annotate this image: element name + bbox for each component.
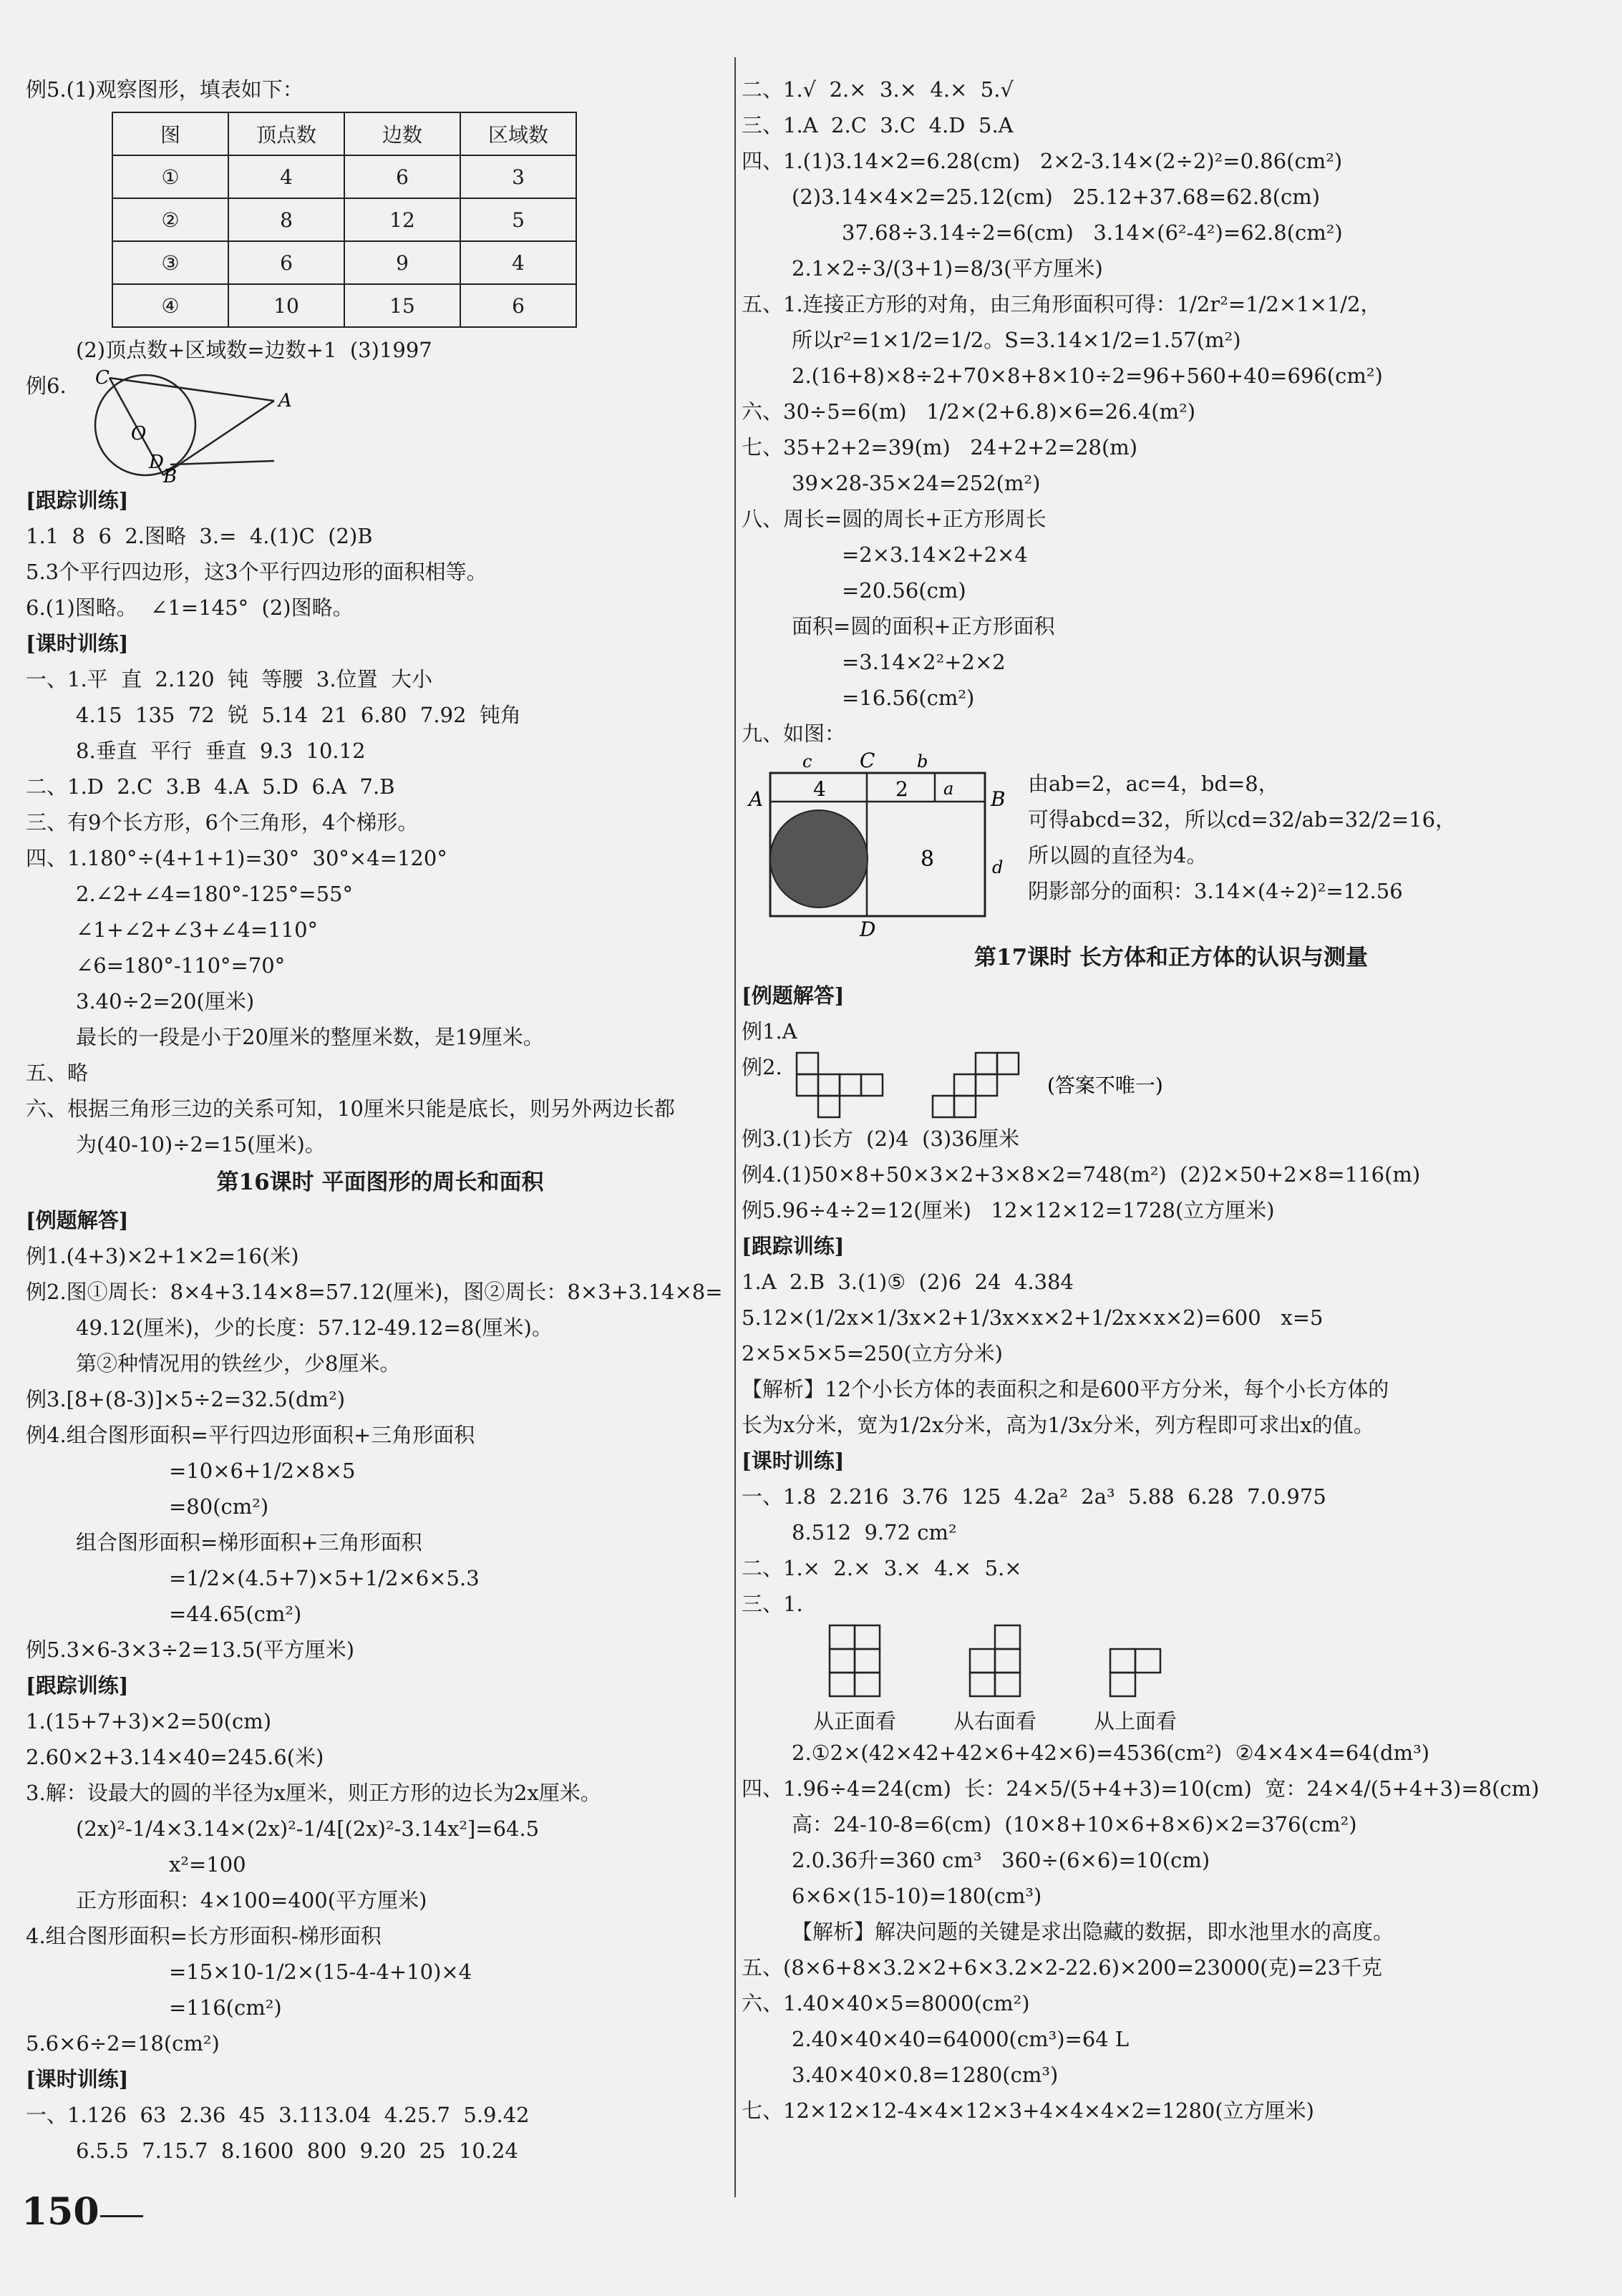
- answer-line: 1.A 2.B 3.(1)⑤ (2)6 24 4.384: [742, 1270, 1074, 1294]
- answer-line: 3.40÷2=20(厘米): [76, 989, 255, 1013]
- line-ca: [110, 378, 274, 401]
- label-8: 8: [921, 847, 935, 872]
- point-o: O: [130, 423, 146, 444]
- answer-line: =20.56(cm): [842, 578, 966, 603]
- answer-line: 长为x分米，宽为1/2x分米，高为1/3x分米，列方程即可求出x的值。: [742, 1413, 1374, 1437]
- fig9-explanation: [1014, 751, 1456, 909]
- answer-line: 第②种情况用的铁丝少，少8厘米。: [76, 1351, 401, 1376]
- side-view-icon: [963, 1622, 1027, 1701]
- answer-line: 所以r²=1×1/2=1/2。S=3.14×1/2=1.57(m²): [792, 328, 1241, 352]
- front-view: [813, 1622, 896, 1735]
- answer-line: =10×6+1/2×8×5: [169, 1459, 356, 1483]
- table-cell: 8: [228, 198, 344, 241]
- label-2: 2: [895, 777, 908, 801]
- answer-line: 三、有9个长方形，6个三角形，4个梯形。: [26, 810, 419, 835]
- table-cell: 10: [228, 284, 344, 327]
- answer-line: 七、35+2+2=39(m) 24+2+2=28(m): [742, 435, 1138, 459]
- section-heading: [课时训练]: [26, 631, 129, 656]
- answer-line: 一、1.126 63 2.36 45 3.113.04 4.25.7 5.9.42: [26, 2103, 530, 2127]
- front-view-icon: [822, 1622, 887, 1701]
- label-a: A: [749, 787, 764, 811]
- table-header-row: [112, 112, 576, 155]
- answer-line: 例5.3×6-3×3÷2=13.5(平方厘米): [26, 1638, 355, 1662]
- answer-line: 2.40×40×40=64000(cm³)=64 L: [792, 2027, 1130, 2051]
- answer-line: =1/2×(4.5+7)×5+1/2×6×5.3: [169, 1566, 480, 1590]
- answer-line: 二、1.D 2.C 3.B 4.A 5.D 6.A 7.B: [26, 774, 395, 799]
- side-view: [953, 1622, 1036, 1735]
- answer-line: 六、根据三角形三边的关系可知，10厘米只能是底长，则另外两边长都: [26, 1096, 675, 1121]
- answer-line: 五、(8×6+8×3.2×2+6×3.2×2-22.6)×200=23000(克)=23千克: [742, 1955, 1383, 1980]
- answer-line: 九、如图：: [742, 721, 846, 746]
- table-row: [112, 155, 576, 198]
- top-view-icon: [1103, 1622, 1167, 1701]
- answer-line: 4.组合图形面积=长方形面积-梯形面积: [26, 1924, 382, 1948]
- ex2-note: (答案不唯一): [1046, 1074, 1163, 1097]
- answer-line: 四、1.180°÷(4+1+1)=30° 30°×4=120°: [26, 846, 447, 870]
- answer-line: 四、1.(1)3.14×2=6.28(cm) 2×2-3.14×(2÷2)²=0.86(cm²): [742, 149, 1343, 173]
- answer-line: 六、30÷5=6(m) 1/2×(2+6.8)×6=26.4(m²): [742, 399, 1196, 424]
- section-heading: [课时训练]: [742, 1449, 845, 1473]
- section-title: 第16课时 平面图形的周长和面积: [216, 1169, 544, 1195]
- section-title: 第17课时 长方体和正方体的认识与测量: [974, 945, 1368, 971]
- answer-line: =80(cm²): [169, 1494, 269, 1519]
- column-divider: [734, 57, 736, 2197]
- answer-line: 八、周长=圆的周长+正方形周长: [742, 507, 1046, 531]
- fig9-text: 由ab=2，ac=4，bd=8，: [1028, 772, 1279, 796]
- answer-line: =44.65(cm²): [169, 1602, 302, 1626]
- section-heading: [跟踪训练]: [742, 1234, 845, 1258]
- point-b: B: [162, 466, 177, 482]
- answer-line: 【解析】解决问题的关键是求出隐藏的数据，即水池里水的高度。: [792, 1920, 1394, 1944]
- fig9-text: 所以圆的直径为4。: [1028, 843, 1208, 867]
- table-cell: ②: [112, 198, 228, 241]
- answer-line: 例1.(4+3)×2+1×2=16(米): [26, 1244, 299, 1268]
- section-heading: [跟踪训练]: [26, 488, 129, 512]
- net-one: [797, 1053, 883, 1117]
- section-heading: [例题解答]: [742, 983, 845, 1008]
- answer-line: 组合图形面积=梯形面积+三角形面积: [76, 1530, 422, 1555]
- point-a: A: [278, 390, 292, 412]
- table-cell: 15: [344, 284, 460, 327]
- answer-line: 1.(15+7+3)×2=50(cm): [26, 1709, 272, 1733]
- answer-line: 3.解：设最大的圆的半径为x厘米，则正方形的边长为2x厘米。: [26, 1781, 601, 1805]
- answer-line: 最长的一段是小于20厘米的整厘米数，是19厘米。: [76, 1025, 544, 1049]
- table-row: [112, 284, 576, 327]
- fig9-row: [742, 751, 1601, 938]
- section-heading: [例题解答]: [26, 1208, 129, 1232]
- answer-line: 8.512 9.72 cm²: [792, 1520, 957, 1545]
- table-cell: 5: [460, 198, 576, 241]
- answer-line: 6.5.5 7.15.7 8.1600 800 9.20 25 10.24: [76, 2139, 518, 2163]
- cube-nets-figure: [782, 1049, 1183, 1121]
- answer-line: 正方形面积：4×100=400(平方厘米): [76, 1888, 427, 1912]
- table-cell: 4: [460, 241, 576, 284]
- answer-line: =16.56(cm²): [842, 686, 975, 710]
- fig9-text: 可得abcd=32，所以cd=32/ab=32/2=16，: [1028, 807, 1457, 832]
- answer-line: 面积=圆的面积+正方形面积: [792, 614, 1055, 638]
- answer-line: ∠6=180°-110°=70°: [76, 953, 286, 978]
- ex6-label: 例6.: [26, 374, 67, 398]
- right-answer-lines-a: [742, 72, 1601, 751]
- fig9-figure: [742, 751, 1014, 938]
- answer-line: 二、1.√ 2.× 3.× 4.× 5.√: [742, 77, 1014, 102]
- label-d: D: [860, 918, 876, 938]
- net-two: [933, 1053, 1019, 1117]
- table-cell: 12: [344, 198, 460, 241]
- answer-line: 高：24-10-8=6(cm) (10×8+10×6+8×6)×2=376(cm²): [792, 1812, 1357, 1837]
- answer-line: =2×3.14×2+2×4: [842, 543, 1028, 567]
- ex6-row: [26, 368, 734, 482]
- view-label: 从正面看: [813, 1709, 897, 1733]
- right-answer-lines-b: [742, 938, 1601, 1049]
- answer-line: 4.15 135 72 锐 5.14 21 6.80 7.92 钝角: [76, 703, 521, 727]
- table-header: 边数: [344, 112, 460, 155]
- right-answer-lines-d: [742, 1735, 1601, 2129]
- answer-line: 5.3个平行四边形，这3个平行四边形的面积相等。: [26, 560, 487, 584]
- answer-line: 49.12(厘米)，少的长度：57.12-49.12=8(厘米)。: [76, 1315, 553, 1340]
- page-number: 150: [21, 2190, 99, 2234]
- answer-line: 二、1.× 2.× 3.× 4.× 5.×: [742, 1556, 1022, 1580]
- line-db: [170, 461, 274, 464]
- answer-line: 5.6×6÷2=18(cm²): [26, 2031, 220, 2056]
- answer-line: 39×28-35×24=252(m²): [792, 471, 1041, 495]
- label-c: C: [860, 751, 875, 772]
- answer-line: 三、1.: [742, 1592, 803, 1616]
- label-a-small: a: [943, 779, 954, 799]
- answer-line: 6.(1)图略。 ∠1=145° (2)图略。: [26, 595, 354, 620]
- point-d: D: [148, 452, 164, 473]
- label-4: 4: [813, 777, 826, 801]
- answer-line: 例4.(1)50×8+50×3×2+3×8×2=748(m²) (2)2×50+2×8=116(m): [742, 1162, 1421, 1187]
- right-answer-lines-c: [742, 1121, 1601, 1622]
- answer-line: 七、12×12×12-4×4×12×3+4×4×4×2=1280(立方厘米): [742, 2098, 1314, 2123]
- top-view: [1094, 1622, 1177, 1735]
- answer-line: 三、1.A 2.C 3.C 4.D 5.A: [742, 113, 1014, 137]
- answer-line: =116(cm²): [169, 1995, 282, 2020]
- answer-line: 【解析】12个小长方体的表面积之和是600平方分米，每个小长方体的: [742, 1377, 1389, 1401]
- answer-line: 6×6×(15-10)=180(cm³): [792, 1884, 1042, 1908]
- ex5-title: 例5.(1)观察图形，填表如下：: [26, 77, 303, 102]
- answer-line: 一、1.平 直 2.120 钝 等腰 3.位置 大小: [26, 667, 432, 691]
- answer-line: 37.68÷3.14÷2=6(cm) 3.14×(6²-4²)=62.8(cm²): [842, 220, 1343, 245]
- view-label: 从上面看: [1094, 1709, 1177, 1733]
- answer-line: 例5.96÷4÷2=12(厘米) 12×12×12=1728(立方厘米): [742, 1198, 1275, 1222]
- table-cell: 3: [460, 155, 576, 198]
- table-header: 图: [112, 112, 228, 155]
- vertex-table: [112, 112, 577, 328]
- answer-line: (2x)²-1/4×3.14×(2x)²-1/4[(2x)²-3.14x²]=64.5: [76, 1816, 540, 1841]
- three-views: [742, 1622, 1601, 1735]
- answer-line: 2.0.36升=360 cm³ 360÷(6×6)=10(cm): [792, 1848, 1210, 1872]
- label-d-small: d: [992, 857, 1004, 877]
- table-cell: 9: [344, 241, 460, 284]
- answer-line: 例1.A: [742, 1019, 797, 1044]
- ex6-figure: [67, 368, 310, 482]
- answer-line: 1.1 8 6 2.图略 3.= 4.(1)C (2)B: [26, 524, 373, 548]
- table-row: [112, 198, 576, 241]
- page-number-rule: [100, 2215, 143, 2217]
- answer-line: 8.垂直 平行 垂直 9.3 10.12: [76, 739, 366, 763]
- answer-line: (2)3.14×4×2=25.12(cm) 25.12+37.68=62.8(cm): [792, 185, 1321, 209]
- left-answer-lines: [26, 482, 734, 2169]
- answer-line: 3.40×40×0.8=1280(cm³): [792, 2063, 1059, 2087]
- table-cell: ①: [112, 155, 228, 198]
- answer-line: 六、1.40×40×5=8000(cm²): [742, 1991, 1030, 2015]
- answer-line: 2.①2×(42×42+42×6+42×6)=4536(cm²) ②4×4×4=64(dm³): [792, 1741, 1430, 1765]
- table-cell: 6: [460, 284, 576, 327]
- table-row: [112, 241, 576, 284]
- answer-line: 2.1×2÷3/(3+1)=8/3(平方厘米): [792, 256, 1103, 281]
- table-cell: ④: [112, 284, 228, 327]
- label-b-small: b: [917, 751, 928, 772]
- table-header: 区域数: [460, 112, 576, 155]
- fig9-text: 阴影部分的面积：3.14×(4÷2)²=12.56: [1028, 879, 1403, 903]
- table-cell: 6: [344, 155, 460, 198]
- answer-line: 五、略: [26, 1061, 89, 1085]
- answer-line: 一、1.8 2.216 3.76 125 4.2a² 2a³ 5.88 6.28 7.0.975: [742, 1484, 1326, 1509]
- shaded-circle: [770, 810, 868, 908]
- answer-line: 例2.图①周长：8×4+3.14×8=57.12(厘米)，图②周长：8×3+3.14×8=: [26, 1280, 723, 1304]
- answer-line: =3.14×2²+2×2: [842, 650, 1006, 674]
- table-cell: 6: [228, 241, 344, 284]
- table-cell: 4: [228, 155, 344, 198]
- point-c: C: [94, 368, 110, 389]
- answer-line: 为(40-10)÷2=15(厘米)。: [76, 1132, 326, 1157]
- answer-line: 例3.(1)长方 (2)4 (3)36厘米: [742, 1127, 1020, 1151]
- left-column: [26, 72, 734, 2169]
- section-heading: [跟踪训练]: [26, 1673, 129, 1698]
- answer-line: 四、1.96÷4=24(cm) 长：24×5/(5+4+3)=10(cm) 宽：24×4/(5+4+3)=8(cm): [742, 1776, 1540, 1801]
- view-label: 从右面看: [953, 1709, 1037, 1733]
- answer-line: 例4.组合图形面积=平行四边形面积+三角形面积: [26, 1423, 475, 1447]
- answer-line: 2×5×5×5=250(立方分米): [742, 1341, 1003, 1366]
- answer-line: 例3.[8+(8-3)]×5÷2=32.5(dm²): [26, 1387, 346, 1411]
- ex5-answer: (2)顶点数+区域数=边数+1 (3)1997: [76, 338, 432, 362]
- answer-line: x²=100: [169, 1852, 246, 1877]
- section-heading: [课时训练]: [26, 2067, 129, 2091]
- answer-line: 2.60×2+3.14×40=245.6(米): [26, 1745, 324, 1769]
- table-header: 顶点数: [228, 112, 344, 155]
- answer-line: 5.12×(1/2x×1/3x×2+1/3x×x×2+1/2x×x×2)=600 x=5: [742, 1305, 1324, 1330]
- label-c-small: c: [802, 751, 812, 772]
- answer-line: =15×10-1/2×(15-4-4+10)×4: [169, 1960, 472, 1984]
- answer-line: 五、1.连接正方形的对角，由三角形面积可得：1/2r²=1/2×1×1/2，: [742, 292, 1381, 316]
- answer-line: 2.(16+8)×8÷2+70×8+8×10÷2=96+560+40=696(cm²): [792, 364, 1383, 388]
- ex2-label: 例2.: [742, 1055, 782, 1079]
- answer-line: 2.∠2+∠4=180°-125°=55°: [76, 882, 353, 906]
- label-b: B: [991, 787, 1006, 811]
- ex2-row: [742, 1049, 1601, 1121]
- right-column: [742, 72, 1601, 2129]
- table-cell: ③: [112, 241, 228, 284]
- answer-line: ∠1+∠2+∠3+∠4=110°: [76, 918, 319, 942]
